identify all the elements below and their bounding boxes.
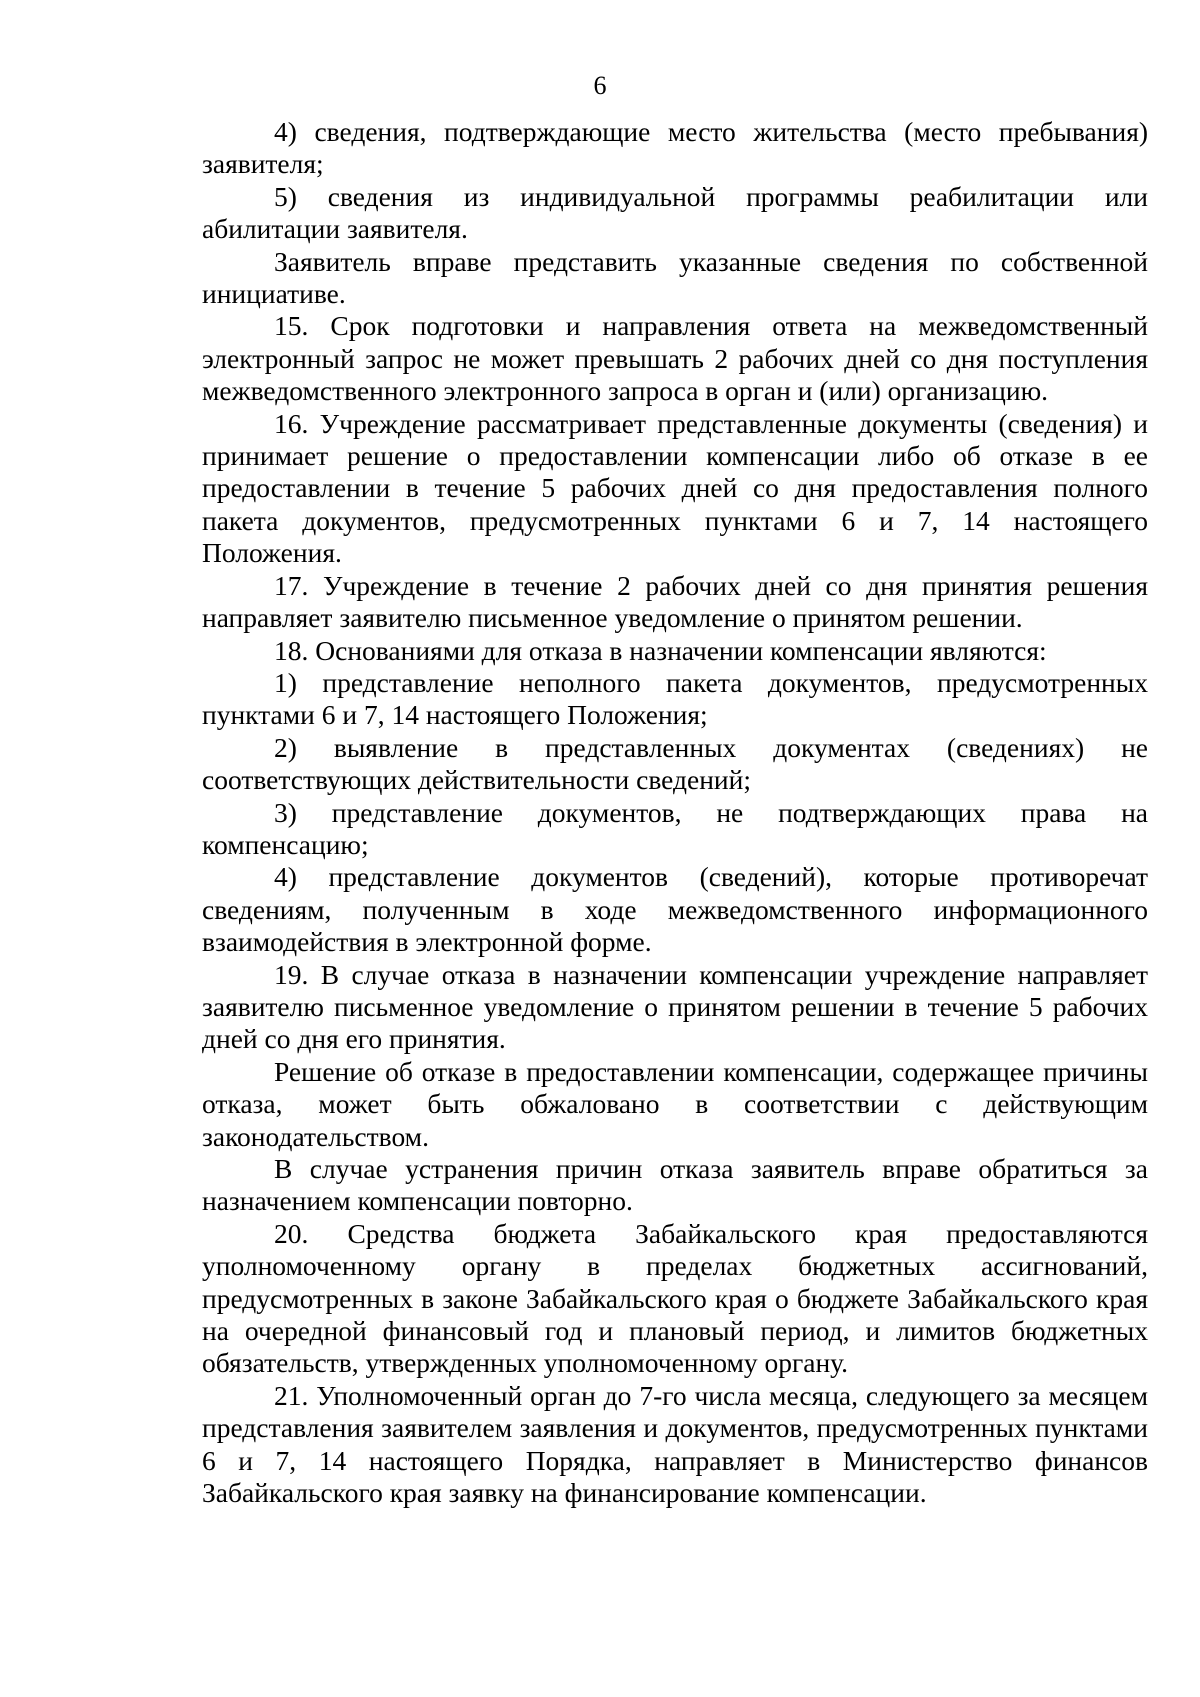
paragraph-5-rehabilitation: 5) сведения из индивидуальной программы реабилитации или абилитации заявителя. [202, 180, 1148, 245]
page-number: 6 [593, 71, 607, 100]
paragraph-21: 21. Уполномоченный орган до 7-го числа месяца, следующего за месяцем представления заявителем заявления и документов, предусмотренных пунктами 6 и 7, 14 настоящего Порядка, направляет в Министерство финансов Забайкальского края заявку на финансирование компенсации. [202, 1379, 1148, 1509]
paragraph-16: 16. Учреждение рассматривает представленные документы (сведения) и принимает решение о предоставлении компенсации либо об отказе в ее предоставлении в течение 5 рабочих дней со дня предоставления полного пакета документов, предусмотренных пунктами 6 и 7, 14 настоящего Положения. [202, 407, 1148, 569]
paragraph-repeat-application: В случае устранения причин отказа заявитель вправе обратиться за назначением компенсации повторно. [202, 1153, 1148, 1217]
paragraph-4-residence: 4) сведения, подтверждающие место жительства (место пребывания) заявителя; [202, 116, 1148, 180]
paragraph-20: 20. Средства бюджета Забайкальского края предоставляются уполномоченному органу в пределах бюджетных ассигнований, предусмотренных в законе Забайкальского края о бюджете Забайкальского края на очередной финансовый год и плановый период, и лимитов бюджетных обязательств, утвержденных уполномоченному органу. [202, 1217, 1148, 1379]
paragraph-17: 17. Учреждение в течение 2 рабочих дней со дня принятия решения направляет заявителю письменное уведомление о принятом решении. [202, 569, 1148, 634]
document-body [202, 116, 1148, 1509]
paragraph-18-item-2: 2) выявление в представленных документах (сведениях) не соответствующих действительности сведений; [202, 731, 1148, 796]
paragraph-15: 15. Срок подготовки и направления ответа на межведомственный электронный запрос не может превышать 2 рабочих дней со дня поступления межведомственного электронного запроса в орган и (или) организацию. [202, 310, 1148, 407]
paragraph-19: 19. В случае отказа в назначении компенсации учреждение направляет заявителю письменное уведомление о принятом решении в течение 5 рабочих дней со дня его принятия. [202, 958, 1148, 1055]
paragraph-18: 18. Основаниями для отказа в назначении компенсации являются: [274, 634, 1047, 666]
paragraph-18-item-4: 4) представление документов (сведений), которые противоречат сведениям, полученным в ходе межведомственного информационного взаимодействия в электронной форме. [202, 861, 1148, 958]
paragraph-18-item-1: 1) представление неполного пакета документов, предусмотренных пунктами 6 и 7, 14 настоящего Положения; [202, 666, 1148, 731]
paragraph-own-initiative: Заявитель вправе представить указанные сведения по собственной инициативе. [202, 245, 1148, 310]
paragraph-18-item-3: 3) представление документов, не подтверждающих права на компенсацию; [202, 796, 1148, 860]
paragraph-appeal: Решение об отказе в предоставлении компенсации, содержащее причины отказа, может быть обжаловано в соответствии с действующим законодательством. [202, 1055, 1148, 1152]
